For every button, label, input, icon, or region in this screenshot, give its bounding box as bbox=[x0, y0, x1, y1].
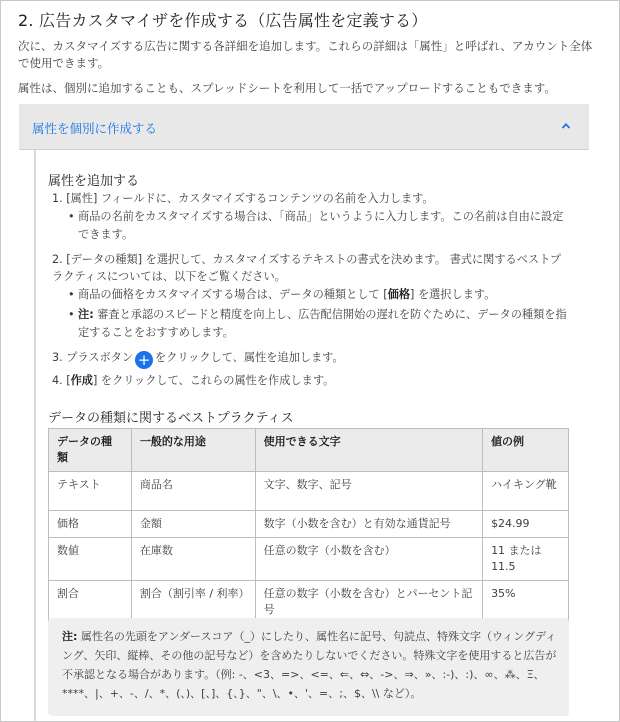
table-title: データの種類に関するベストプラクティス bbox=[48, 411, 294, 426]
table-header: データの種類 bbox=[49, 429, 132, 472]
step-2: 2. [データの種類] を選択して、カスタマイズするテキストの書式を決めます。 書式に関するベストプラクティスについては、以下をご覧ください。 bbox=[52, 253, 562, 283]
page-title: 2. 広告カスタマイザを作成する（広告属性を定義する） bbox=[18, 11, 428, 30]
table-cell: 商品名 bbox=[131, 472, 255, 511]
chevron-up-icon bbox=[561, 121, 571, 131]
table-cell: 割合（割引率 / 利率） bbox=[131, 581, 255, 624]
intro-paragraph-2: 属性は、個別に追加することも、スプレッドシートを利用して一括でアップロードすることもできます。 bbox=[18, 81, 556, 95]
table-cell: 文字、数字、記号 bbox=[255, 472, 482, 511]
table-cell: 35% bbox=[483, 581, 569, 624]
table-header: 値の例 bbox=[483, 429, 569, 472]
accordion-header[interactable] bbox=[19, 104, 589, 150]
table-cell: 割合 bbox=[49, 581, 132, 624]
accordion-title: 属性を個別に作成する bbox=[32, 121, 158, 136]
table-cell: 価格 bbox=[49, 511, 132, 538]
plus-button-icon[interactable]: + bbox=[135, 351, 153, 369]
table-header: 使用できる文字 bbox=[255, 429, 482, 472]
step-2-bullet-2: • 注: 審査と承認のスピードと精度を向上し、広告配信開始の遅れを防ぐために、データの種類を指定することをおすすめします。 bbox=[68, 306, 573, 342]
table-header: 一般的な用途 bbox=[131, 429, 255, 472]
table-cell: テキスト bbox=[49, 472, 132, 511]
table-cell: 金額 bbox=[131, 511, 255, 538]
data-type-table bbox=[48, 428, 569, 624]
section-title: 属性を追加する bbox=[48, 174, 140, 189]
table-cell: ハイキング靴 bbox=[483, 472, 569, 511]
table-cell: 任意の数字（小数を含む）とパーセント記号 bbox=[255, 581, 482, 624]
table-cell: 在庫数 bbox=[131, 538, 255, 581]
table-cell: 任意の数字（小数を含む） bbox=[255, 538, 482, 581]
intro-paragraph: 次に、カスタマイズする広告に関する各詳細を追加します。これらの詳細は「属性」と呼ばれ、アカウント全体で使用できます。 bbox=[18, 39, 593, 70]
note-box: 注: 属性名の先頭をアンダースコア（_）にしたり、属性名に記号、句読点、特殊文字（ウィングディング、矢印、縦棒、その他の記号など）を含めたりしないでください。特殊文字を使用すると広告が不承認となる場合があります。（例: -、<3、=>、<=、⇐、⇔、->、⇒、»、:-)、:)、∞、⁂、Ξ、****、|、+、-、/、*、(、)、[、]、{、}、"、\、•、'、=、;、$、\\ など）。 bbox=[48, 618, 569, 716]
step-2-bullet-1: • 商品の価格をカスタマイズする場合は、データの種類として [価格] を選択します。 bbox=[68, 286, 573, 304]
table-row bbox=[49, 511, 569, 538]
step-1-bullet: • 商品の名前をカスタマイズする場合は、「商品」というように入力します。この名前は自由に設定できます。 bbox=[68, 208, 573, 244]
step-3: 3. プラスボタン + をクリックして、属性を追加します。 bbox=[52, 351, 344, 369]
table-header-row bbox=[49, 429, 569, 472]
table-cell: 数値 bbox=[49, 538, 132, 581]
step-4: 4. [作成] をクリックして、これらの属性を作成します。 bbox=[52, 374, 335, 387]
table-row bbox=[49, 472, 569, 511]
table-cell: $24.99 bbox=[483, 511, 569, 538]
table-cell: 数字（小数を含む）と有効な通貨記号 bbox=[255, 511, 482, 538]
step-1: 1. [属性] フィールドに、カスタマイズするコンテンツの名前を入力します。 bbox=[52, 192, 434, 205]
table-cell: 11 または 11.5 bbox=[483, 538, 569, 581]
table-row bbox=[49, 538, 569, 581]
